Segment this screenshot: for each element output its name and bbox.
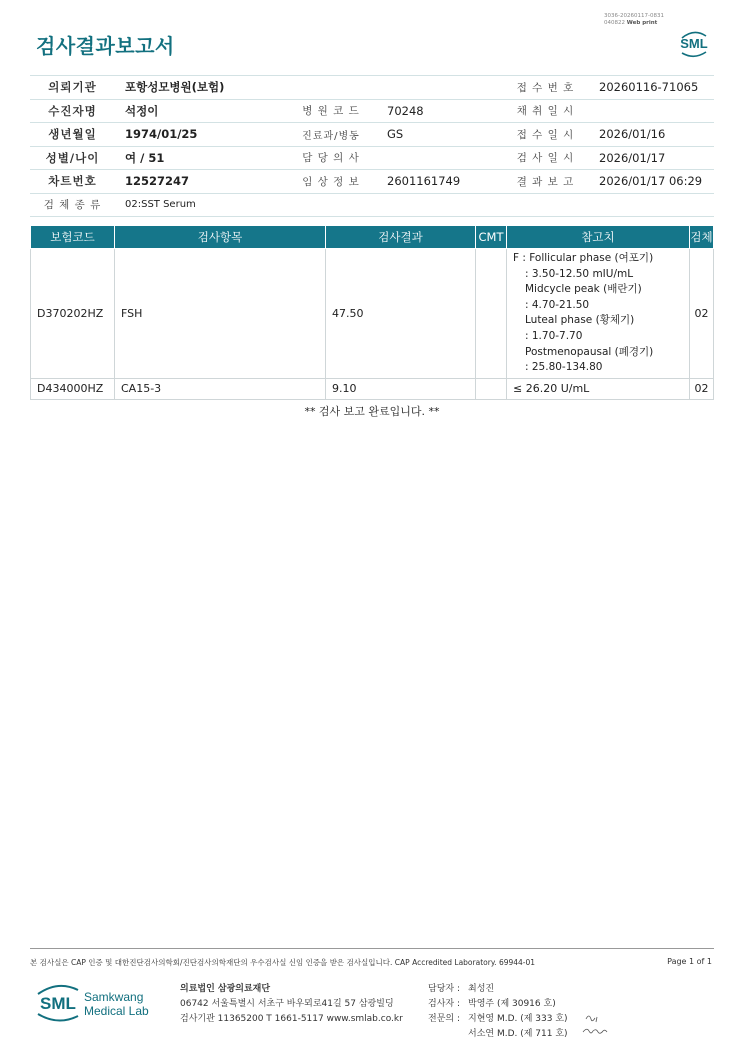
col-header-item: 검사항목 xyxy=(115,226,326,249)
clinical-info-value: 2601161749 xyxy=(377,170,502,194)
doctor-label: 담 당 의 사 xyxy=(285,146,377,170)
report-date-value: 2026/01/17 06:29 xyxy=(589,170,714,194)
receipt-date-label: 접 수 일 시 xyxy=(502,123,589,147)
specimen-type-label: 검 체 종 류 xyxy=(30,193,115,217)
row-reference: ≤ 26.20 U/mL xyxy=(507,378,690,399)
svg-text:SML: SML xyxy=(680,36,708,51)
ref-line: : 3.50-12.50 mIU/mL xyxy=(525,267,634,280)
staff-name: 박영주 (제 30916 호) xyxy=(468,999,556,1009)
col-header-result: 검사결과 xyxy=(326,226,476,249)
document-code xyxy=(604,13,664,27)
dob-label: 생년월일 xyxy=(30,123,115,147)
dept-value: GS xyxy=(377,123,502,147)
row-cmt xyxy=(476,378,507,399)
staff-role: 담당자 : xyxy=(428,984,460,994)
row-cmt xyxy=(476,249,507,379)
table-row xyxy=(31,378,714,399)
collect-date-label: 채 취 일 시 xyxy=(502,99,589,123)
results-table xyxy=(30,225,714,400)
signature-icon xyxy=(580,1010,610,1040)
hospital-code-value: 70248 xyxy=(377,99,502,123)
doctor-value xyxy=(377,146,502,170)
col-header-cmt: CMT xyxy=(476,226,507,249)
clinical-info-label: 임 상 정 보 xyxy=(285,170,377,194)
report-date-label: 결 과 보 고 xyxy=(502,170,589,194)
hospital-code-label: 병 원 코 드 xyxy=(285,99,377,123)
page-number: Page 1 of 1 xyxy=(667,957,712,966)
staff-name: 최성진 xyxy=(468,984,495,994)
accreditation-note: 본 검사실은 CAP 인증 및 대한진단검사의학회/진단검사의학재단의 우수검사실 신임 인증을 받은 검사실입니다. CAP Accredited Laboratory. 69944-01 xyxy=(30,958,536,967)
lab-contact: 검사기관 11365200 T 1661-5117 www.smlab.co.kr xyxy=(180,1014,403,1024)
patient-info-table xyxy=(30,75,714,217)
row-item: FSH xyxy=(115,249,326,379)
chart-no-label: 차트번호 xyxy=(30,170,115,194)
footer-divider xyxy=(30,948,714,949)
web-print-label: Web print xyxy=(626,20,658,26)
doc-code-line2: 040822 xyxy=(604,20,625,26)
staff-role: 검사자 : xyxy=(428,999,460,1009)
ref-line: Midcycle peak (배란기) xyxy=(525,283,642,296)
receipt-no-value: 20260116-71065 xyxy=(589,76,714,100)
doc-code-line1: 3036-20260117-0831 xyxy=(604,13,664,19)
lab-address: 06742 서울특별시 서초구 바우뫼로41길 57 삼광빌딩 xyxy=(180,999,394,1009)
svg-text:Samkwang: Samkwang xyxy=(84,990,144,1004)
col-header-reference: 참고치 xyxy=(507,226,690,249)
row-reference xyxy=(507,249,690,379)
staff-name: 서소연 M.D. (제 711 호) xyxy=(468,1029,568,1039)
lab-info xyxy=(180,982,403,1027)
patient-value: 석정이 xyxy=(115,99,285,123)
samkwang-logo-icon xyxy=(36,980,156,1026)
receipt-date-value: 2026/01/16 xyxy=(589,123,714,147)
dept-label: 진료과/병동 xyxy=(285,123,377,147)
patient-label: 수진자명 xyxy=(30,99,115,123)
collect-date-value xyxy=(589,99,714,123)
page-title: 검사결과보고서 xyxy=(36,34,175,58)
staff-list xyxy=(428,982,568,1042)
receipt-no-label: 접 수 번 호 xyxy=(502,76,589,100)
ref-line: : 4.70-21.50 xyxy=(525,298,590,311)
staff-role xyxy=(428,1027,468,1042)
requester-value: 포항성모병원(보험) xyxy=(115,76,502,100)
test-date-value: 2026/01/17 xyxy=(589,146,714,170)
results-header-row xyxy=(31,226,714,249)
row-code: D434000HZ xyxy=(31,378,115,399)
specimen-type-value: 02:SST Serum xyxy=(115,193,714,217)
staff-name: 지현영 M.D. (제 333 호) xyxy=(468,1014,568,1024)
foundation-name: 의료법인 삼광의료재단 xyxy=(180,984,271,994)
ref-line: F : Follicular phase (여포기) xyxy=(513,252,654,264)
row-specimen: 02 xyxy=(690,378,714,399)
requester-label: 의뢰기관 xyxy=(30,76,115,100)
row-item: CA15-3 xyxy=(115,378,326,399)
sex-age-label: 성별/나이 xyxy=(30,146,115,170)
row-code: D370202HZ xyxy=(31,249,115,379)
staff-role: 전문의 : xyxy=(428,1014,460,1024)
svg-text:SML: SML xyxy=(40,994,76,1013)
row-result: 9.10 xyxy=(326,378,476,399)
table-row xyxy=(31,249,714,379)
col-header-specimen: 검체 xyxy=(690,226,714,249)
ref-line: Luteal phase (황체기) xyxy=(525,314,635,327)
sex-age-value: 여 / 51 xyxy=(115,146,285,170)
sml-logo-icon xyxy=(676,26,712,62)
col-header-code: 보험코드 xyxy=(31,226,115,249)
chart-no-value: 12527247 xyxy=(115,170,285,194)
ref-line: Postmenopausal (폐경기) xyxy=(525,345,654,358)
test-date-label: 검 사 일 시 xyxy=(502,146,589,170)
row-specimen: 02 xyxy=(690,249,714,379)
svg-text:Medical Lab: Medical Lab xyxy=(84,1004,149,1018)
ref-line: : 25.80-134.80 xyxy=(525,361,603,374)
ref-line: : 1.70-7.70 xyxy=(525,329,583,342)
dob-value: 1974/01/25 xyxy=(115,123,285,147)
row-result: 47.50 xyxy=(326,249,476,379)
report-complete-text: ** 검사 보고 완료입니다. ** xyxy=(304,405,440,418)
